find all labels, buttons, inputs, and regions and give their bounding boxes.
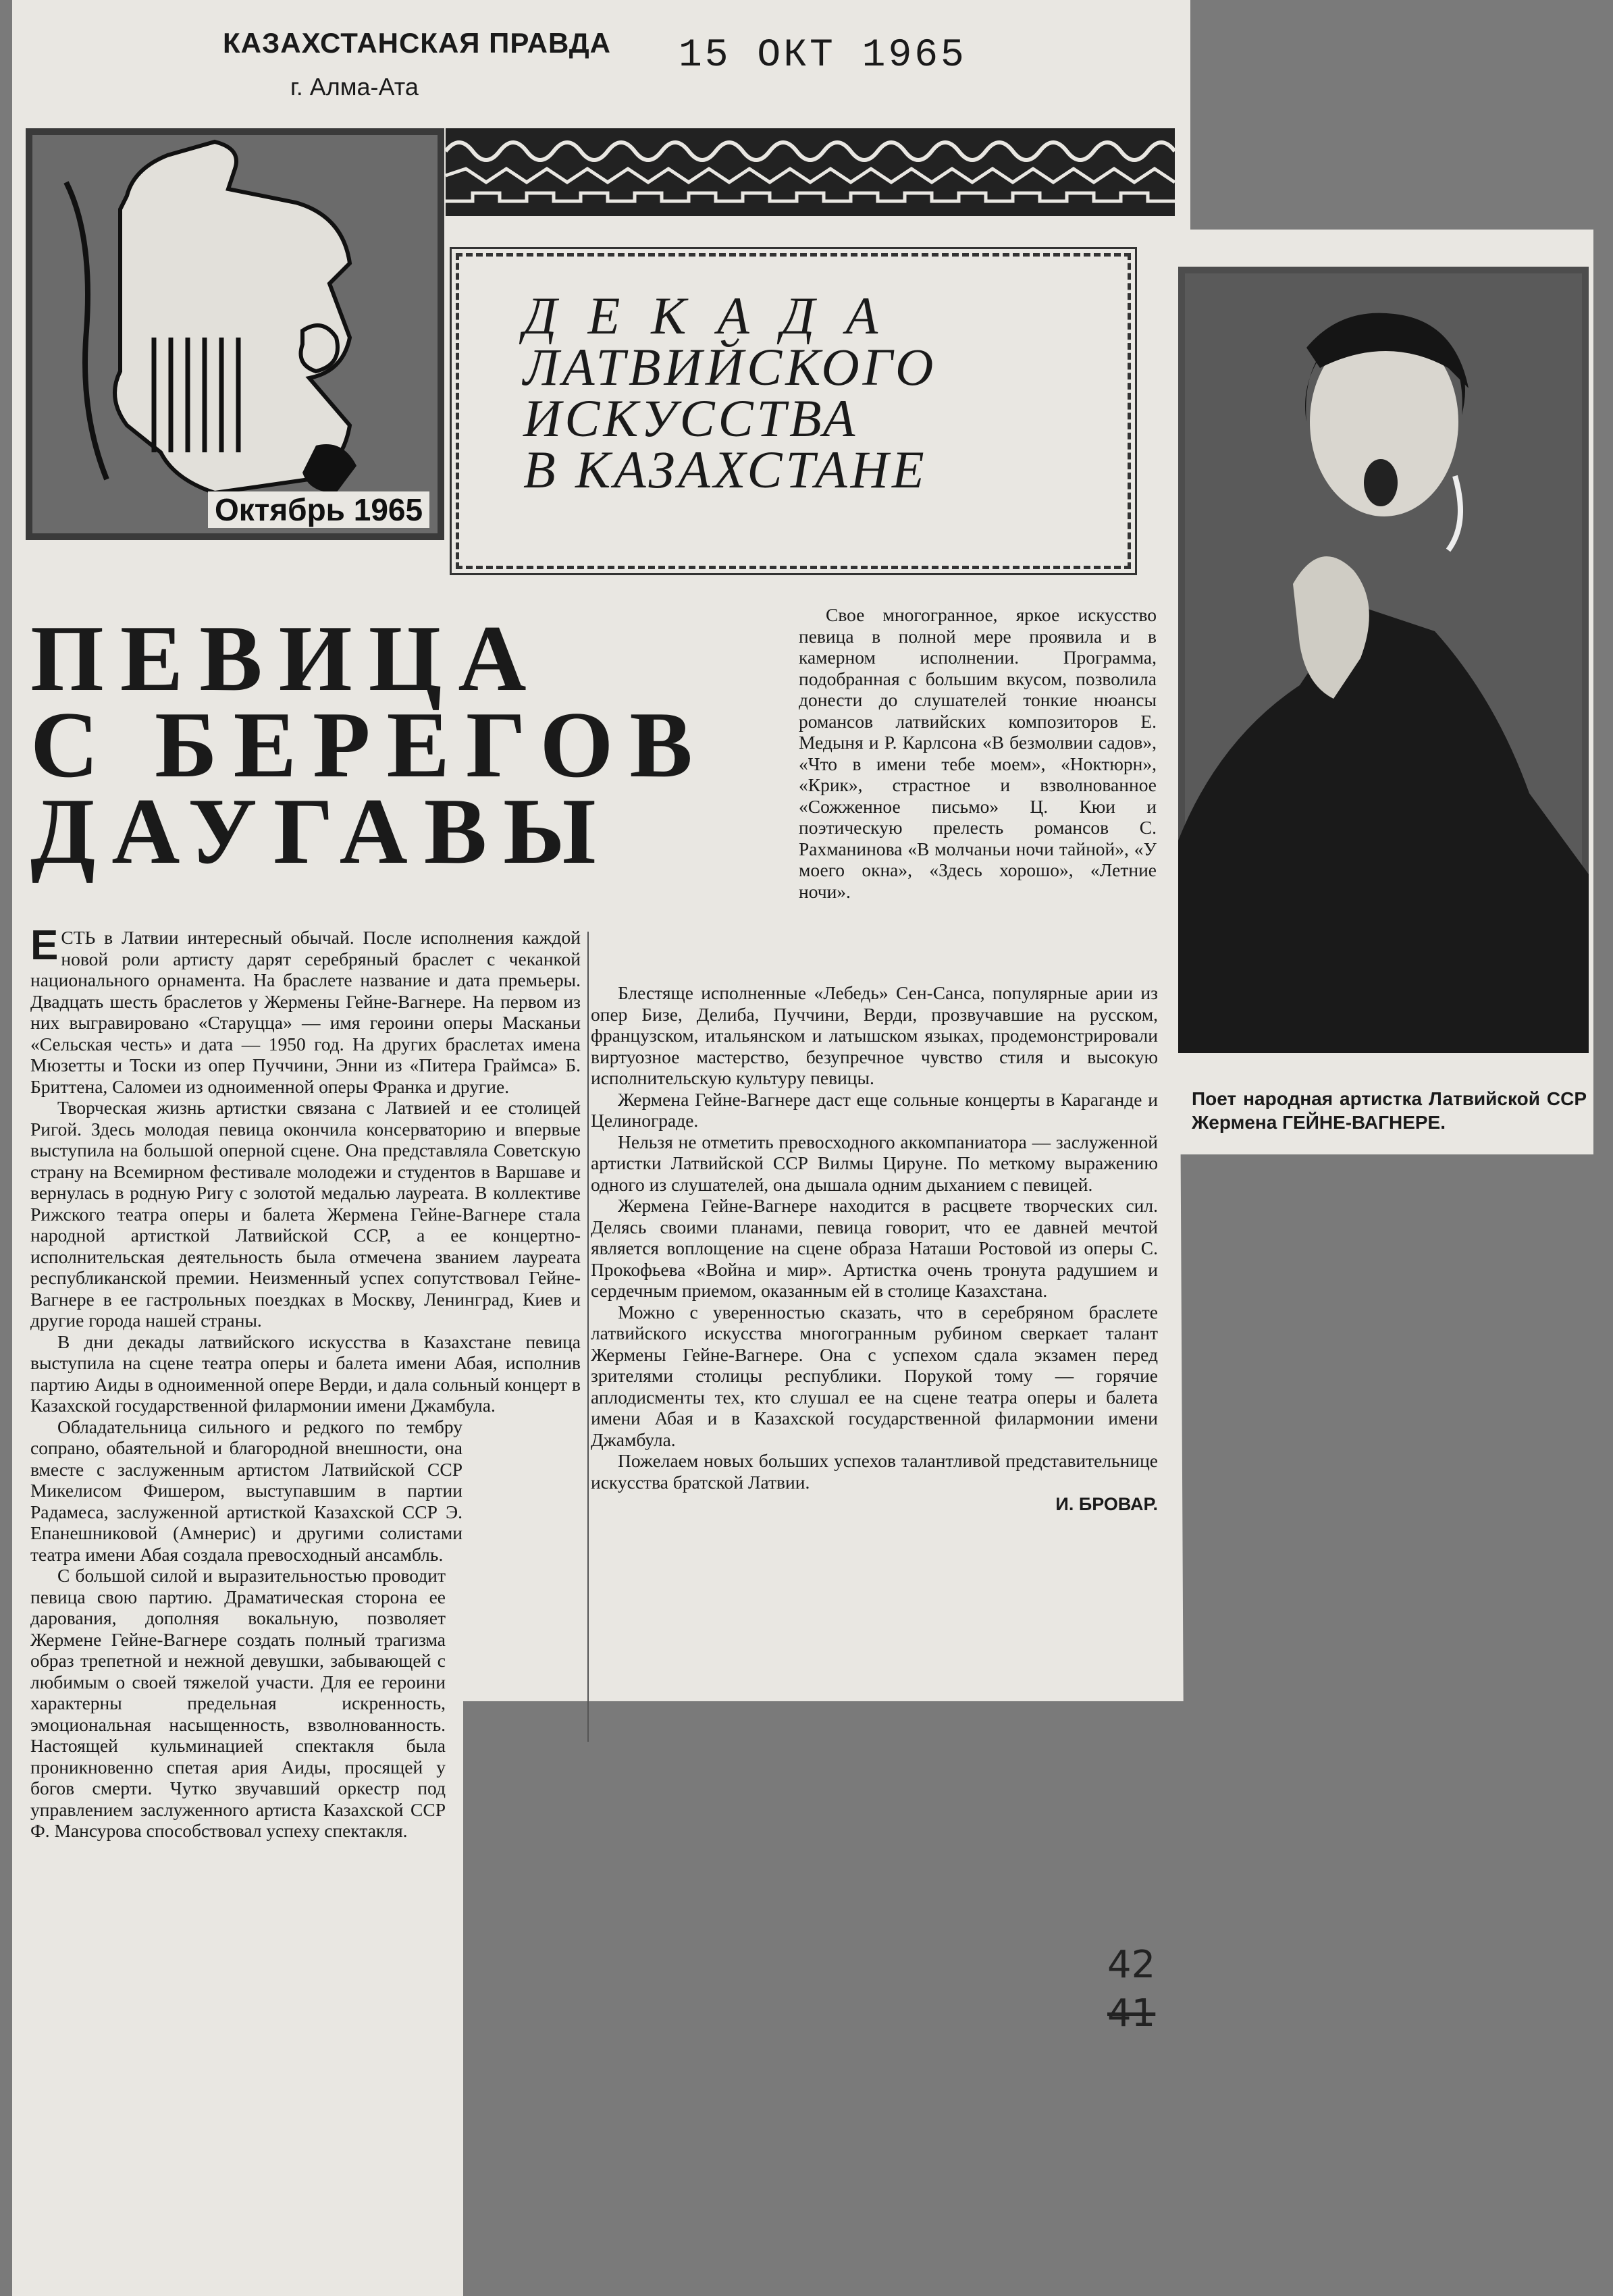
author-signature: И. БРОВАР. (1055, 1494, 1158, 1514)
singer-photo (1178, 267, 1589, 1053)
article-paragraph: Творческая жизнь артистки связана с Латвией и ее столицей Ригой. Здесь молодая певица окончила консерваторию и впервые выступила на большой оперной сцене. Она представляла Советскую страну на Всемирном фестивале молодежи и студентов в Варшаве и вернулась в родную Ригу с золотой медалью лауреата. В коллективе Рижского театра оперы и балета Жермена Гейне-Вагнере стала народной артисткой Латвийской ССР, а ее концертно-исполнительская деятельность была отмечена званием лауреата республиканской премии. Неизменный успех сопутствовал Гейне-Вагнере в ее гастрольных поездках в Москву, Ленинград, Киев и другие города нашей страны. (30, 1097, 581, 1331)
article-paragraph: В дни декады латвийского искусства в Казахстане певица выступила на сцене театра оперы и балета имени Абая, исполнив партию Аиды в одноименной опере Верди, и дала сольный концерт в Казахской государственной филармонии имени Джамбула. (30, 1331, 581, 1416)
decade-line-3: ИСКУССТВА (523, 389, 859, 448)
decade-title-box (456, 253, 1131, 569)
article-column-2-continued (591, 982, 1158, 1516)
headline-line-3: ДАУГАВЫ (30, 779, 612, 884)
article-paragraph: ЕСТЬ в Латвии интересный обычай. После исполнения каждой новой роли артисту дарят серебряный браслет с чеканкой национального орнамента. На браслете название и дата премьеры. Двадцать шесть браслетов у Жермены Гейне-Вагнере. На первом из них выгравировано «Старуцца» — имя героини оперы Масканьи «Сельская честь» и дата — 1950 год. На других браслетах имена Мюзетты и Тоски из опер Пуччини, Энни из «Питера Граймса» Б. Бриттена, Саломеи из одноименной оперы Франка и другие. (30, 922, 581, 1097)
article-paragraph: Можно с уверенностью сказать, что в серебряном браслете латвийского искусства многогранным рубином сверкает талант Жермены Гейне-Вагнере. Она с успехом сдала экзамен перед зрителями столицы республики. Порукой тому — горячие аплодисменты тех, кто слушал ее на сцене театра оперы и балета имени Абая и в Казахской государственной филармонии имени Джамбула. (591, 1301, 1158, 1450)
article-paragraph: Жермена Гейне-Вагнере находится в расцвете творческих сил. Делясь своими планами, певица говорит, что ее давней мечтой является воплощение на сцене образа Наташи Ростовой из оперы С. Прокофьева «Война и мир». Артистка очень тронута радушием и сердечным приемом, оказанным ей в столице Казахстана. (591, 1195, 1158, 1301)
headline-line-2: С БЕРЕГОВ (30, 693, 709, 797)
article-paragraph: Обладательница сильного и редкого по тембру сопрано, обаятельной и благородной внешности, она вместе с заслуженным артистом Латвийской ССР Микелисом Фишером, выступавшим в партии Радамеса, заслуженной артисткой Казахской ССР Э. Епанешниковой (Амнерис) и другими солистами театра имени Абая создала превосходный ансамбль. (30, 1416, 462, 1565)
decade-line-4: В КАЗАХСТАНЕ (523, 440, 928, 499)
newspaper-city: г. Алма-Ата (290, 73, 419, 101)
decade-line-1: ДЕКАДА (523, 286, 909, 345)
newspaper-name: КАЗАХСТАНСКАЯ ПРАВДА (223, 27, 612, 59)
headline-line-1: ПЕВИЦА (30, 606, 543, 711)
ornament-border (446, 128, 1175, 216)
article-paragraph: Свое многогранное, яркое искусство певица в полной мере проявила и в камерном исполнении. Программа, подобранная с большим вкусом, позволила донести до слушателей тонкие нюансы романсов латвийских композиторов Е. Медыня и Р. Карлсона «В безмолвии садов», «Что в имени тебе моем», «Ноктюрн», «Крик», страстное и взволнованное «Сожженное письмо» Ц. Кюи и поэтическую прелесть романсов С. Рахманинова «В молчаньи ночи тайной», «У моего окна», «Здесь хорошо», «Летние ночи». (799, 604, 1157, 902)
decade-line-2: ЛАТВИЙСКОГО (523, 338, 937, 396)
article-column-2 (799, 604, 1157, 902)
article-paragraph: Пожелаем новых больших успехов талантливой представительнице искусства братской Латвии. (591, 1450, 1158, 1493)
headline (30, 606, 709, 884)
article-column-1 (30, 922, 581, 1842)
column-divider (587, 932, 589, 1742)
article-paragraph: С большой силой и выразительностью проводит певица свою партию. Драматическая сторона ее дарования, дополняя вокальную, позволяет Жермене Гейне-Вагнере создать полный трагизма образ трепетной и нежной девушки, забывающей с любимым о своей тяжелой участи. Для ее героини характерны предельная искренность, эмоциональная насыщенность, взволнованность. Настоящей кульминацией спектакля была проникновенно спетая ария Аиды, просящей у богов смерти. Чутко звучавший оркестр под управлением заслуженного артиста Казахской ССР Ф. Мансурова способствовал успеху спектакля. (30, 1565, 446, 1841)
page-number-top: 42 (1107, 1943, 1156, 1987)
emblem-caption: Октябрь 1965 (208, 491, 429, 528)
drop-cap: Е (30, 922, 59, 969)
stamp-date: 15 ОКТ 1965 (679, 34, 967, 78)
photo-caption: Поет народная артистка Латвийской ССР Жермена ГЕЙНЕ-ВАГНЕРЕ. (1192, 1088, 1587, 1133)
decade-emblem (26, 128, 444, 540)
article-paragraph: Блестяще исполненные «Лебедь» Сен-Санса, популярные арии из опер Бизе, Делиба, Пуччини, Верди, прозвучавшие на русском, французском, итальянском и латышском языках, продемонстрировали виртуозное мастерство, безупречное чувство стиля и высокую исполнительскую культуру певицы. (591, 982, 1158, 1088)
article-paragraph: Нельзя не отметить превосходного аккомпаниатора — заслуженной артистки Латвийской ССР Вилмы Цирунe. По меткому выражению одного из слушателей, она дышала одним дыханием с певицей. (591, 1131, 1158, 1195)
article-paragraph: Жермена Гейне-Вагнере даст еще сольные концерты в Караганде и Целинограде. (591, 1088, 1158, 1131)
page-number-bottom: 41 (1107, 1992, 1156, 2035)
